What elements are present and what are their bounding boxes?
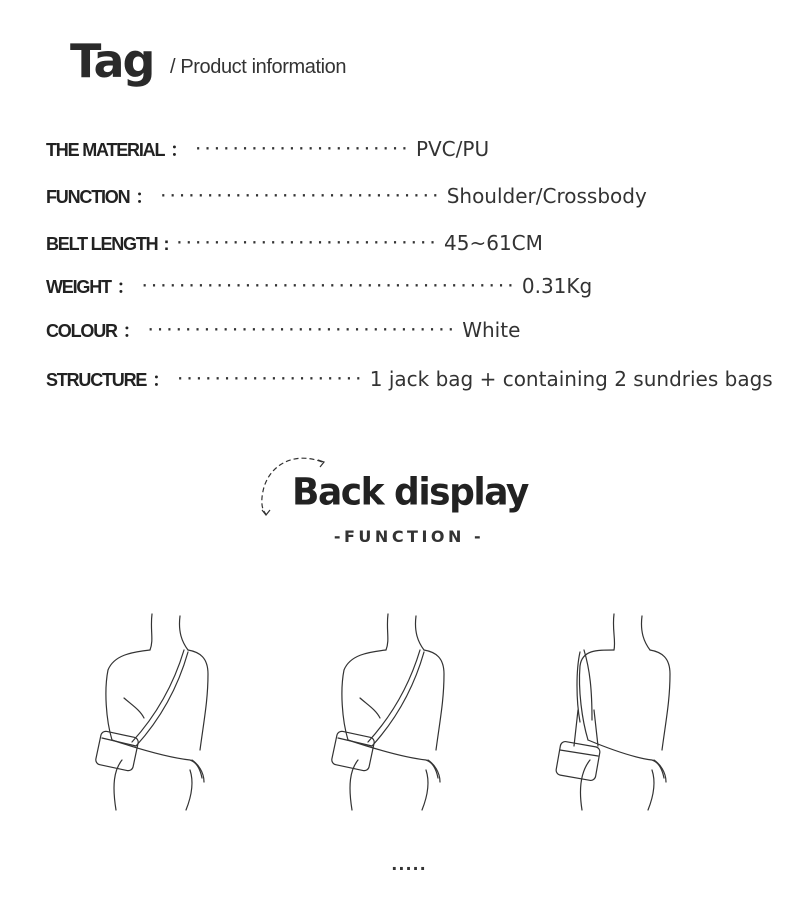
spec-label: WEIGHT [46, 277, 111, 297]
spec-separator: ： [116, 277, 135, 297]
spec-dots: ································· [146, 323, 457, 338]
spec-label: COLOUR [46, 321, 117, 341]
spec-row-belt-length [46, 231, 543, 255]
spec-label: STRUCTURE [46, 370, 147, 390]
section-subtitle: -FUNCTION - [333, 527, 485, 546]
spec-row-function [46, 183, 647, 209]
spec-dots: ······························ [159, 189, 441, 204]
spec-value: Shoulder/Crossbody [446, 184, 647, 208]
tag-title: Tag [70, 34, 154, 88]
spec-label: FUNCTION [46, 187, 130, 207]
tag-subtitle: / Product information [170, 56, 347, 78]
spec-value: 45~61CM [444, 231, 543, 255]
spec-row-material [46, 136, 489, 162]
spec-separator: ： [170, 140, 189, 160]
crossbody-figure-icon [328, 610, 458, 825]
spec-row-colour [46, 317, 520, 343]
more-indicator: ..... [391, 855, 427, 874]
spec-dots: ······················· [194, 142, 410, 157]
spec-separator: : [163, 234, 170, 254]
spec-value: 1 jack bag + containing 2 sundries bags [369, 367, 773, 391]
crossbody-figure-icon [92, 610, 222, 825]
spec-dots: ········································ [140, 279, 516, 294]
spec-value: 0.31Kg [521, 274, 593, 298]
spec-row-weight [46, 273, 592, 299]
spec-label: THE MATERIAL [46, 140, 165, 160]
shoulder-figure-icon [552, 610, 682, 825]
spec-dots: ···························· [175, 236, 439, 251]
spec-separator: ： [152, 370, 171, 390]
spec-row-structure [46, 366, 773, 392]
spec-separator: ： [135, 187, 154, 207]
section-title: Back display [292, 470, 528, 515]
spec-label: BELT LENGTH [46, 234, 158, 254]
spec-separator: ： [122, 321, 141, 341]
spec-value: PVC/PU [415, 137, 490, 161]
spec-value: White [462, 318, 521, 342]
spec-dots: ···················· [176, 372, 364, 387]
